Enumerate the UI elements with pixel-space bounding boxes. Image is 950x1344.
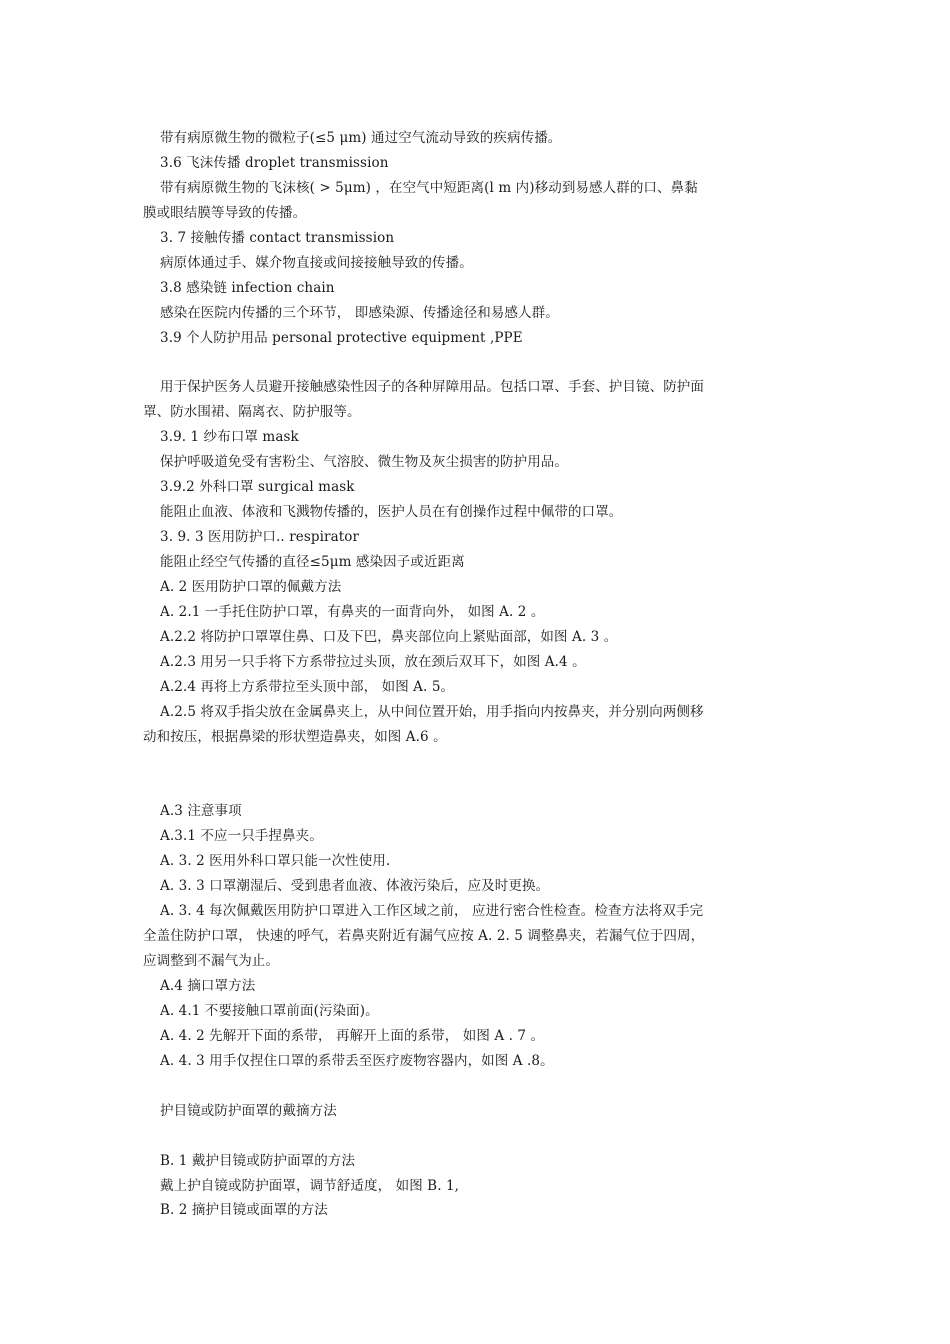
section-heading: 3.6 飞沫传播 droplet transmission (160, 155, 389, 171)
section-heading: 3.9. 1 纱布口罩 mask (160, 429, 299, 445)
text-line: A. 3. 2 医用外科口罩只能一次性使用. (160, 853, 391, 869)
text-line: A. 2.1 一手托住防护口罩，有鼻夹的一面背向外， 如图 A. 2 。 (160, 604, 545, 620)
text-line: 动和按压，根据鼻梁的形状塑造鼻夹，如图 A.6 。 (143, 729, 447, 745)
text-line: 带有病原微生物的微粒子(≤5 μm) 通过空气流动导致的疾病传播。 (160, 130, 562, 146)
text-line: A. 3. 4 每次佩戴医用防护口罩进入工作区域之前， 应进行密合性检查。检查方法将双手完 (160, 903, 704, 919)
text-line: A.2.2 将防护口罩罩住鼻、口及下巴，鼻夹部位向上紧贴面部，如图 A. 3 。 (160, 629, 618, 645)
text-line: A. 4. 2 先解开下面的系带， 再解开上面的系带， 如图 A . 7 。 (160, 1028, 545, 1044)
text-line: A.2.3 用另一只手将下方系带拉过头顶，放在颈后双耳下，如图 A.4 。 (160, 654, 586, 670)
text-line: A.2.5 将双手指尖放在金属鼻夹上，从中间位置开始，用手指向内按鼻夹，并分别向两侧移 (160, 704, 704, 720)
section-heading: 护目镜或防护面罩的戴摘方法 (160, 1103, 337, 1119)
text-line: A.3.1 不应一只手捏鼻夹。 (160, 828, 323, 844)
text-line: A. 4.1 不要接触口罩前面(污染面)。 (160, 1003, 379, 1019)
section-heading: B. 1 戴护目镜或防护面罩的方法 (160, 1153, 356, 1169)
text-line: 应调整到不漏气为止。 (143, 953, 279, 969)
text-line: 能阻止血液、体液和飞溅物传播的，医护人员在有创操作过程中佩带的口罩。 (160, 504, 623, 520)
section-heading: A. 2 医用防护口罩的佩戴方法 (160, 579, 342, 595)
section-heading: 3. 9. 3 医用防护口.. respirator (160, 529, 360, 545)
text-line: A.2.4 再将上方系带拉至头顶中部， 如图 A. 5。 (160, 679, 455, 695)
text-line: 用于保护医务人员避开接触感染性因子的各种屏障用品。包括口罩、手套、护目镜、防护面 (160, 379, 704, 395)
section-heading: 3.8 感染链 infection chain (160, 280, 335, 296)
text-line: 能阻止经空气传播的直径≤5μm 感染因子或近距离 (160, 554, 465, 570)
text-line: 保护呼吸道免受有害粉尘、气溶胶、微生物及灰尘损害的防护用品。 (160, 454, 568, 470)
text-line: A. 3. 3 口罩潮湿后、受到患者血液、体液污染后，应及时更换。 (160, 878, 550, 894)
text-line: 戴上护自镜或防护面罩，调节舒适度， 如图 B. 1, (160, 1178, 460, 1194)
section-heading: 3.9 个人防护用品 personal protective equipment ,PPE (160, 330, 523, 346)
section-heading: 3.9.2 外科口罩 surgical mask (160, 479, 355, 495)
text-line: 罩、防水围裙、隔离衣、防护服等。 (143, 404, 361, 420)
section-heading: A.3 注意事项 (160, 803, 242, 819)
text-line: A. 4. 3 用手仅捏住口罩的系带丢至医疗废物容器内，如图 A .8。 (160, 1053, 554, 1069)
text-line: 带有病原微生物的飞沫核( > 5μm) ，在空气中短距离(l m 内)移动到易感人群的口、鼻黏 (160, 180, 698, 196)
section-heading: 3. 7 接触传播 contact transmission (160, 230, 395, 246)
text-line: 膜或眼结膜等导致的传播。 (143, 205, 307, 221)
text-line: 感染在医院内传播的三个环节， 即感染源、传播途径和易感人群。 (160, 305, 559, 321)
text-line: 病原体通过手、媒介物直接或间接接触导致的传播。 (160, 255, 473, 271)
text-line: 全盖住防护口罩， 快速的呼气，若鼻夹附近有漏气应按 A. 2. 5 调整鼻夹，若漏气位于四周， (143, 928, 705, 944)
section-heading: A.4 摘口罩方法 (160, 978, 256, 994)
section-heading: B. 2 摘护目镜或面罩的方法 (160, 1202, 328, 1218)
